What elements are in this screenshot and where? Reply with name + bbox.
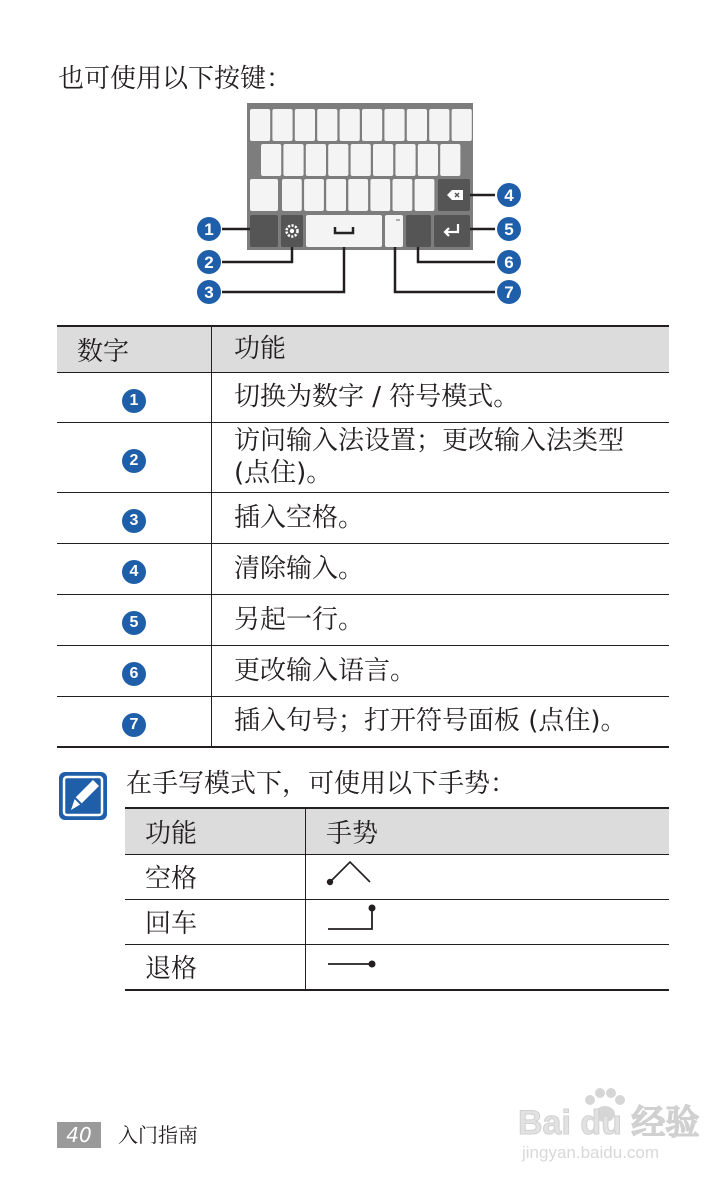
number-badge: 4 [122,560,146,584]
letter-key[interactable] [393,179,413,211]
period-key[interactable] [385,215,403,247]
gesture-table [125,807,669,991]
section-title: 入门指南 [118,1123,198,1147]
letter-key[interactable] [295,109,315,141]
letter-key[interactable] [304,179,324,211]
letter-key[interactable] [362,109,382,141]
keyboard-figure [190,100,540,305]
letter-key[interactable] [306,144,326,176]
table-row [57,645,669,696]
function-text: 插入句号；打开符号面板 (点住)。 [212,696,670,747]
letter-key[interactable] [370,179,390,211]
header-function: 功能 [212,326,670,372]
callout-number: 4 [504,186,514,205]
letter-key[interactable] [317,109,337,141]
gesture-function: 回车 [125,899,306,944]
gesture-function: 空格 [125,854,306,899]
table-row [57,372,669,422]
callout-number: 3 [204,283,214,302]
letter-key[interactable] [429,109,449,141]
letter-key[interactable] [452,109,472,141]
callout-number: 6 [504,253,514,272]
space-key[interactable] [306,215,382,247]
table-row [125,854,669,899]
letter-key[interactable] [351,144,371,176]
table-row [57,696,669,747]
callout-number: 5 [504,220,514,239]
letter-key[interactable] [340,109,360,141]
letter-key[interactable] [272,109,292,141]
letter-key[interactable] [348,179,368,211]
language-key[interactable] [406,215,431,247]
letter-key[interactable] [326,179,346,211]
svg-text:jingyan.baidu.com: jingyan.baidu.com [522,1143,660,1162]
letter-key[interactable] [283,144,303,176]
letter-key[interactable] [250,179,278,211]
letter-key[interactable] [395,144,415,176]
letter-key[interactable] [261,144,281,176]
letter-key[interactable] [328,144,348,176]
page-number: 40 [57,1122,101,1148]
header-gesture: 手势 [306,808,670,854]
caret-stroke-icon [326,858,386,888]
number-badge: 1 [122,389,146,413]
table-row [57,492,669,543]
function-text: 访问输入法设置；更改输入法类型 (点住)。 [212,422,670,492]
number-badge: 2 [122,449,146,473]
function-text: 另起一行。 [212,594,670,645]
letter-key[interactable] [407,109,427,141]
callout-number: 1 [204,220,214,239]
note-title: 在手写模式下，可使用以下手势： [126,769,517,799]
table-row [125,899,669,944]
function-text: 插入空格。 [212,492,670,543]
letter-key[interactable] [282,179,302,211]
letter-key[interactable] [418,144,438,176]
header-function: 功能 [125,808,306,854]
callout-number: 7 [504,283,514,302]
gesture-function: 退格 [125,944,306,990]
letter-key[interactable] [415,179,435,211]
note-pencil-icon [57,770,109,822]
table-row [57,543,669,594]
backspace-stroke-icon [326,948,386,978]
number-badge: 5 [122,611,146,635]
function-text: 切换为数字 / 符号模式。 [212,372,670,422]
callout-number: 2 [204,253,214,272]
number-badge: 7 [122,713,146,737]
number-badge: 3 [122,509,146,533]
table-row [57,422,669,492]
enter-stroke-icon [326,903,386,933]
function-text: 清除输入。 [212,543,670,594]
number-badge: 6 [122,662,146,686]
table-row [125,944,669,990]
letter-key[interactable] [384,109,404,141]
svg-text:Bai du 经验: Bai du 经验 [518,1104,700,1142]
baidu-watermark-logo [500,1076,700,1166]
letter-key[interactable] [373,144,393,176]
key-function-table [57,325,669,748]
letter-key[interactable] [250,109,270,141]
mode-key[interactable] [250,215,278,247]
letter-key[interactable] [440,144,460,176]
function-text: 更改输入语言。 [212,645,670,696]
header-number: 数字 [57,326,212,372]
intro-text: 也可使用以下按键： [58,64,293,94]
table-row [57,594,669,645]
